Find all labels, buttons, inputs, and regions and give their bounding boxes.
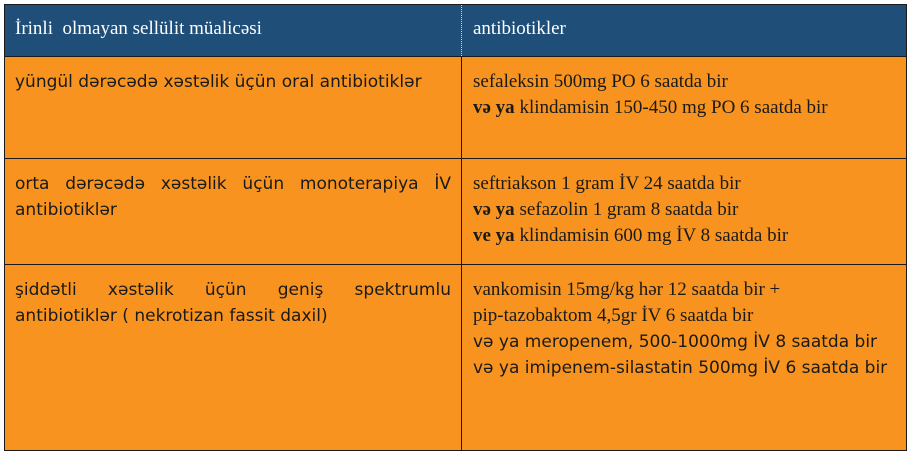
- severity-text: yüngül dərəcədə xəstəlik üçün oral antibiotiklər: [15, 72, 422, 92]
- header-antibiotics: antibiotikler: [473, 18, 566, 39]
- table-row-mild: [5, 56, 906, 158]
- regimen-cell: [461, 57, 906, 158]
- severity-cell: [5, 57, 461, 158]
- severity-text: orta dərəcədə xəstəlik üçün monoterapiya İV antibiotiklər: [15, 174, 451, 220]
- alternative-keyword: və ya: [473, 199, 515, 220]
- regimen-text: [473, 277, 898, 381]
- regimen-line: vankomisin 15mg/kg hər 12 saatda bir +: [473, 279, 781, 300]
- regimen-line: sefaleksin 500mg PO 6 saatda bir: [473, 71, 728, 92]
- header-title: İrinli olmayan sellülit müalicəsi: [15, 18, 262, 39]
- regimen-line: və ya meropenem, 500-1000mg İV 8 saatda bir: [473, 332, 878, 352]
- header-cell-treatment: [5, 5, 461, 56]
- severity-cell: [5, 265, 461, 450]
- regimen-line-text: klindamisin 600 mg İV 8 saatda bir: [514, 225, 789, 246]
- regimen-line-text: sefazolin 1 gram 8 saatda bir: [514, 199, 739, 220]
- treatment-table: [4, 4, 907, 451]
- severity-cell: [5, 159, 461, 264]
- table-row-moderate: [5, 158, 906, 264]
- severity-text: şiddətli xəstəlik üçün geniş spektrumlu antibiotiklər ( nekrotizan fassit daxil): [15, 280, 451, 326]
- alternative-keyword: ve ya: [473, 225, 515, 246]
- table-header-row: [5, 5, 906, 56]
- regimen-line: [473, 197, 898, 223]
- regimen-line-text: klindamisin 150-450 mg PO 6 saatda bir: [514, 97, 828, 118]
- regimen-cell: [461, 265, 906, 450]
- regimen-line: pip-tazobaktom 4,5gr İV 6 saatda bir: [473, 305, 754, 326]
- regimen-line: seftriakson 1 gram İV 24 saatda bir: [473, 173, 741, 194]
- regimen-text: [473, 171, 898, 249]
- regimen-line: [473, 223, 898, 249]
- regimen-line: və ya imipenem-silastatin 500mg İV 6 saatda bir: [473, 358, 888, 378]
- regimen-text: [473, 69, 898, 121]
- alternative-keyword: və ya: [473, 97, 515, 118]
- regimen-cell: [461, 159, 906, 264]
- regimen-line: [473, 95, 898, 121]
- header-cell-antibiotics: [461, 5, 906, 56]
- table-row-severe: [5, 264, 906, 450]
